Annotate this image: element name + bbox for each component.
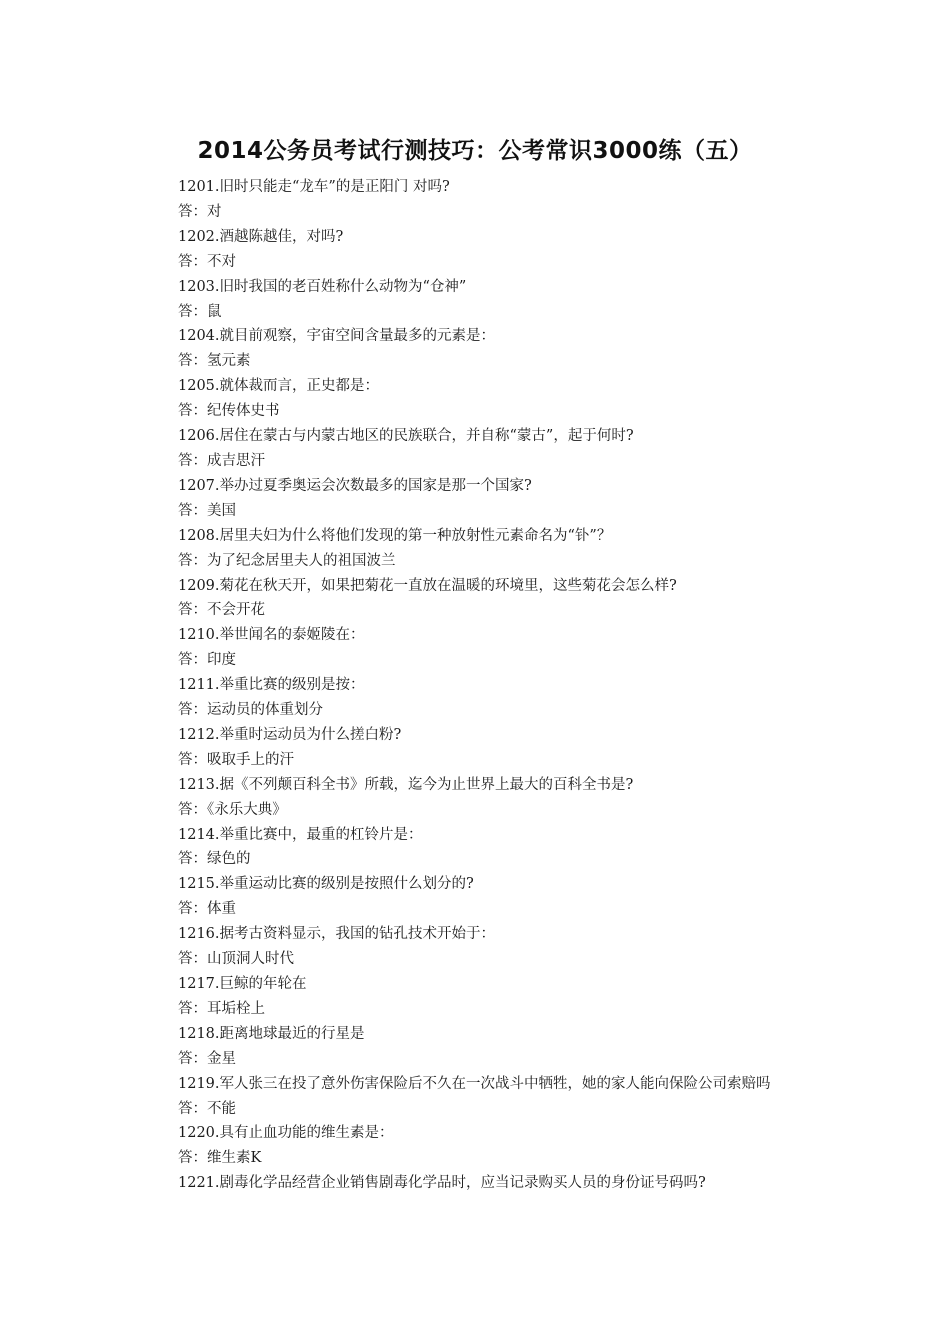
question-text: 1205.就体裁而言，正史都是： (178, 378, 380, 395)
question-text: 1215.举重运动比赛的级别是按照什么划分的? (178, 876, 474, 893)
question-text: 1211.举重比赛的级别是按： (178, 677, 365, 694)
question-text: 1212.举重时运动员为什么搓白粉? (178, 726, 402, 743)
question-text: 1201.旧时只能走“龙车”的是正阳门 对吗? (178, 179, 450, 195)
question-text: 1208.居里夫妇为什么将他们发现的第一种放射性元素命名为“钋”？ (178, 527, 612, 544)
answer-text: 答：不会开花 (178, 602, 265, 619)
question-text: 1218.距离地球最近的行星是 (178, 1025, 365, 1042)
answer-text: 答：成吉思汗 (178, 452, 265, 469)
question-text: 1206.居住在蒙古与内蒙古地区的民族联合，并自称“蒙古”，起于何时? (178, 428, 634, 445)
answer-text: 答：耳垢栓上 (178, 1000, 265, 1017)
answer-text: 答：纪传体史书 (178, 403, 280, 420)
question-text: 1203.旧时我国的老百姓称什么动物为“仓神” (178, 278, 467, 295)
question-text: 1221.剧毒化学品经营企业销售剧毒化学品时，应当记录购买人员的身份证号码吗? (178, 1175, 706, 1192)
answer-text: 答：对 (178, 203, 222, 220)
answer-text: 答：山顶洞人时代 (178, 951, 294, 968)
document-title: 2014公务员考试行测技巧：公考常识3000练（五） (197, 138, 753, 164)
question-text: 1220.具有止血功能的维生素是： (178, 1125, 394, 1142)
answer-text: 答：不能 (178, 1100, 236, 1117)
question-text: 1202.酒越陈越佳，对吗? (178, 228, 344, 245)
qa-list (145, 175, 815, 1196)
answer-text: 答：美国 (178, 502, 236, 519)
answer-text: 答：印度 (178, 652, 236, 669)
question-text: 1204.就目前观察，宇宙空间含量最多的元素是： (178, 328, 496, 345)
question-text: 1209.菊花在秋天开，如果把菊花一直放在温暖的环境里，这些菊花会怎么样? (178, 577, 677, 594)
question-text: 1214.举重比赛中，最重的杠铃片是： (178, 826, 423, 843)
question-text: 1210.举世闻名的泰姬陵在： (178, 627, 365, 644)
answer-text: 答：《永乐大典》 (178, 801, 287, 818)
question-text: 1216.据考古资料显示，我国的钻孔技术开始于： (178, 926, 496, 943)
answer-text: 答：不对 (178, 253, 236, 270)
answer-text: 答：氢元素 (178, 353, 251, 370)
answer-text: 答：体重 (178, 901, 236, 918)
answer-text: 答：金星 (178, 1050, 236, 1067)
question-text: 1213.据《不列颠百科全书》所载，迄今为止世界上最大的百科全书是? (178, 776, 634, 793)
answer-text: 答：为了纪念居里夫人的祖国波兰 (178, 552, 396, 569)
question-text: 1207.举办过夏季奥运会次数最多的国家是那一个国家? (178, 477, 532, 494)
answer-text: 答：维生素K (178, 1150, 262, 1167)
question-text: 1219.军人张三在投了意外伤害保险后不久在一次战斗中牺牲，她的家人能向保险公司索赔吗 (178, 1075, 771, 1092)
question-text: 1217.巨鲸的年轮在 (178, 976, 307, 992)
answer-text: 答：鼠 (178, 303, 222, 320)
answer-text: 答：吸取手上的汗 (178, 751, 294, 768)
answer-text: 答：运动员的体重划分 (178, 702, 323, 719)
answer-text: 答：绿色的 (178, 851, 251, 868)
